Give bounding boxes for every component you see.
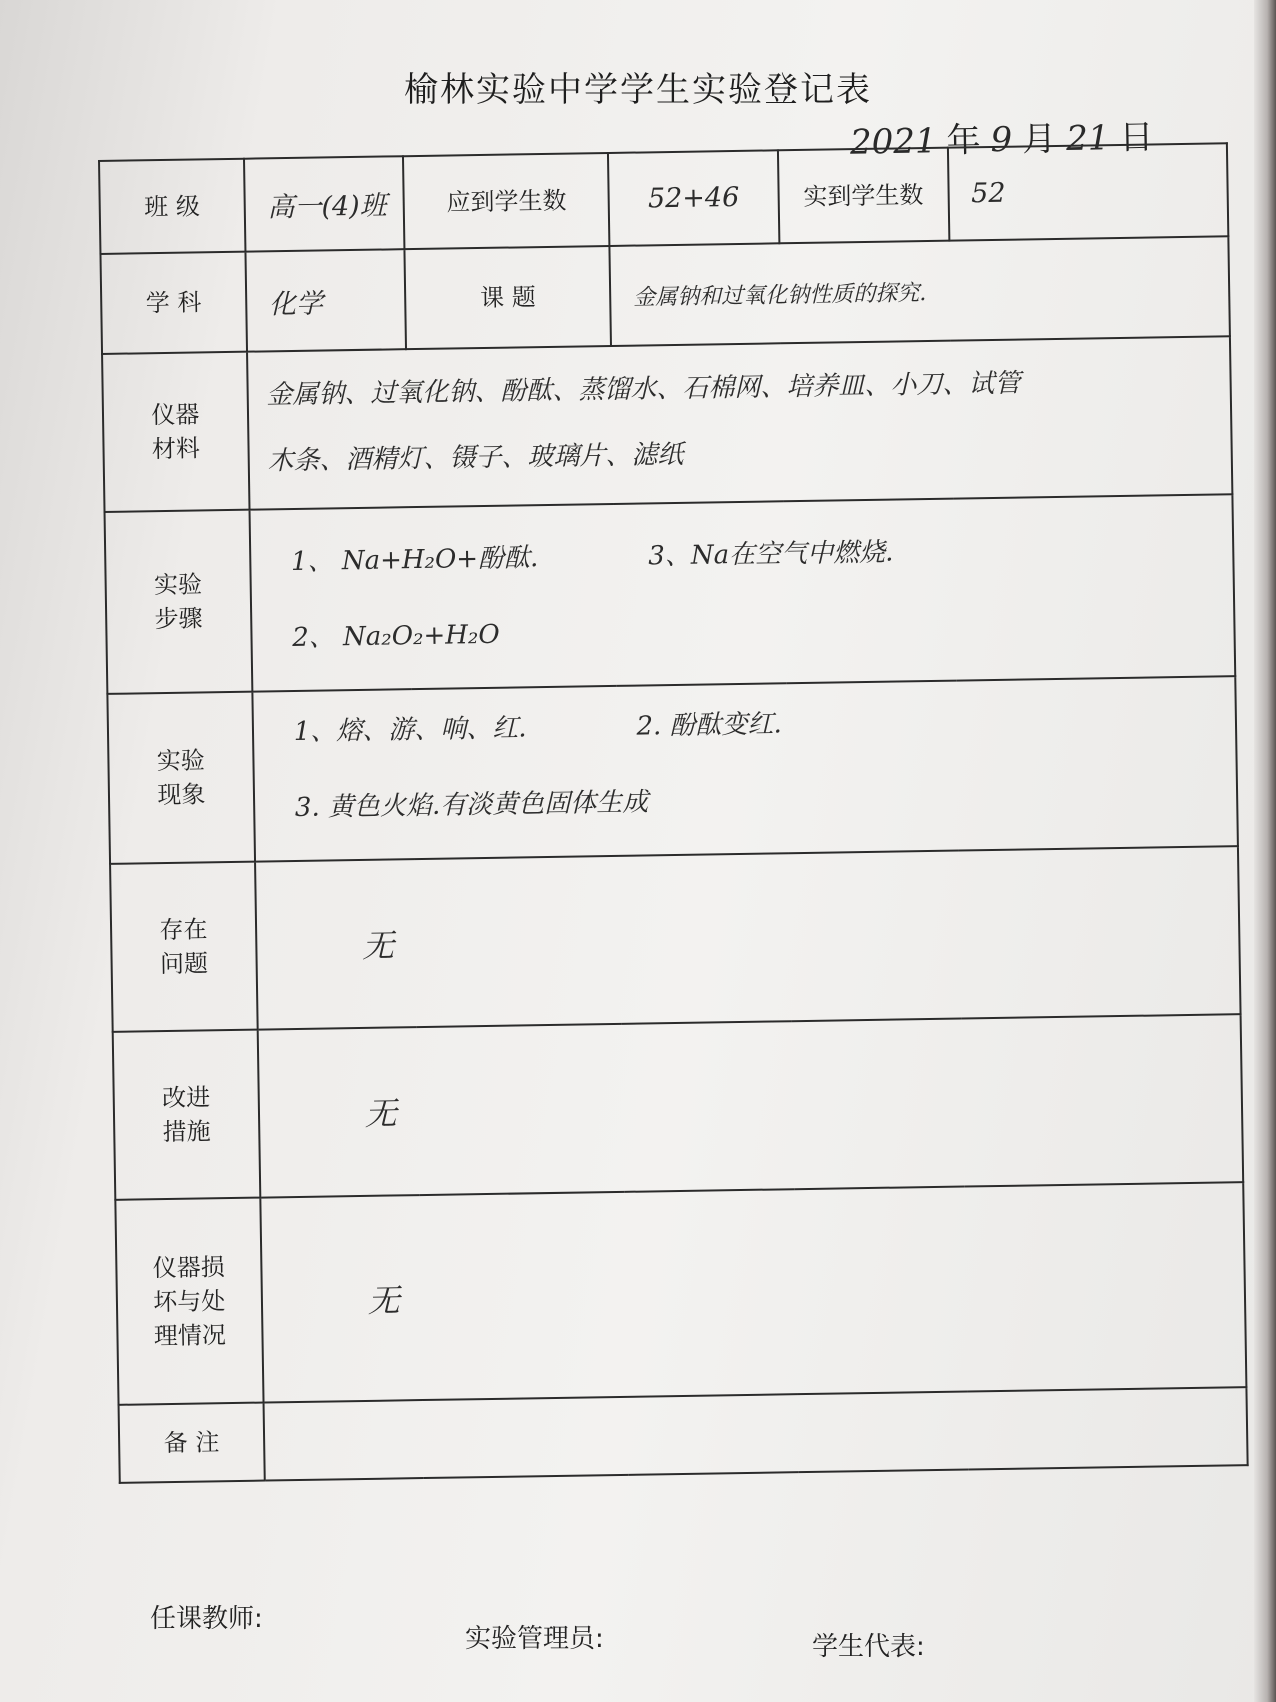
equipment-content	[247, 336, 1233, 509]
phenomena-content	[252, 676, 1238, 861]
equipment-line-1: 金属钠、过氧化钠、酚酞、蒸馏水、石棉网、培养皿、小刀、试管	[266, 368, 1021, 411]
date-day: 21	[1065, 118, 1110, 159]
phenomenon-item-3: 3. 黄色火焰.有淡黄色固体生成	[294, 787, 649, 823]
row-problems	[110, 846, 1240, 1032]
problems-value: 无	[255, 846, 1241, 1029]
form-title: 榆林实验中学学生实验登记表	[404, 70, 872, 110]
row-subject-topic	[100, 236, 1229, 354]
remarks-value	[263, 1387, 1247, 1480]
topic-value: 金属钠和过氧化钠性质的探究.	[609, 236, 1229, 346]
row-remarks	[119, 1387, 1248, 1483]
steps-line-a	[290, 510, 1192, 600]
problems-label-line-1: 存在	[159, 915, 208, 945]
phenomenon-item-1: 1、熔、游、响、红.	[293, 713, 527, 747]
phenomena-label	[107, 692, 254, 864]
phenomenon-item-2: 2. 酚酞变红.	[636, 709, 783, 742]
remarks-label: 备 注	[119, 1403, 265, 1483]
teacher-signature-label: 任课教师:	[150, 1604, 263, 1634]
class-value: 高一(4)班	[244, 156, 405, 251]
actual-students-value: 52	[947, 143, 1228, 240]
paper-edge	[1254, 0, 1276, 1702]
date-year-label: 年	[946, 120, 981, 162]
steps-content	[249, 494, 1235, 691]
steps-label-line-2: 步骤	[154, 604, 203, 634]
steps-label-line-1: 实验	[153, 570, 203, 600]
date-month: 9	[990, 119, 1013, 161]
expected-students-value: 52+46	[608, 150, 779, 246]
improvements-label-line-1: 改进	[161, 1083, 211, 1113]
topic-label: 课 题	[405, 246, 611, 349]
equipment-label-line-1: 仪器	[151, 400, 200, 430]
date-day-label: 日	[1119, 117, 1154, 159]
damage-label-line-2: 坏与处	[153, 1286, 226, 1316]
step-item-1: 1、 Na+H₂O+酚酞.	[290, 543, 539, 578]
actual-students-label: 实到学生数	[778, 148, 949, 244]
improvements-value: 无	[257, 1014, 1243, 1197]
step-item-3: 3、Na在空气中燃烧.	[648, 537, 894, 572]
equipment-line-2: 木条、酒精灯、镊子、玻璃片、滤纸	[267, 439, 684, 477]
equipment-label-line-2: 材料	[151, 434, 201, 464]
class-label: 班 级	[99, 159, 245, 254]
phenomena-label-line-1: 实验	[156, 746, 206, 776]
problems-label-line-2: 问题	[159, 949, 209, 979]
step-item-2: 2、 Na₂O₂+H₂O	[291, 619, 500, 654]
damage-label-line-3: 理情况	[153, 1320, 227, 1350]
row-steps	[105, 494, 1236, 694]
subject-label: 学 科	[100, 252, 246, 354]
row-damage	[115, 1182, 1246, 1405]
problems-label	[110, 862, 257, 1032]
admin-signature-label: 实验管理员:	[465, 1624, 604, 1654]
phenomena-line-a	[293, 680, 1195, 770]
row-improvements	[113, 1014, 1243, 1200]
damage-label	[115, 1198, 263, 1405]
improvements-label-line-2: 措施	[162, 1117, 211, 1147]
row-class-attendance	[99, 143, 1228, 254]
damage-label-line-1: 仪器损	[152, 1252, 225, 1282]
experiment-register-table	[98, 142, 1249, 1484]
equipment-label	[102, 352, 249, 512]
date-month-label: 月	[1021, 119, 1057, 160]
student-signature-label: 学生代表:	[812, 1632, 925, 1662]
date-year: 2021	[849, 121, 937, 163]
expected-students-label: 应到学生数	[403, 153, 609, 249]
damage-value: 无	[260, 1182, 1246, 1402]
row-equipment	[102, 336, 1232, 512]
improvements-label	[113, 1030, 260, 1200]
steps-label	[105, 510, 253, 694]
subject-value: 化学	[245, 249, 406, 351]
row-phenomena	[107, 676, 1238, 864]
phenomena-label-line-2: 现象	[157, 780, 206, 810]
